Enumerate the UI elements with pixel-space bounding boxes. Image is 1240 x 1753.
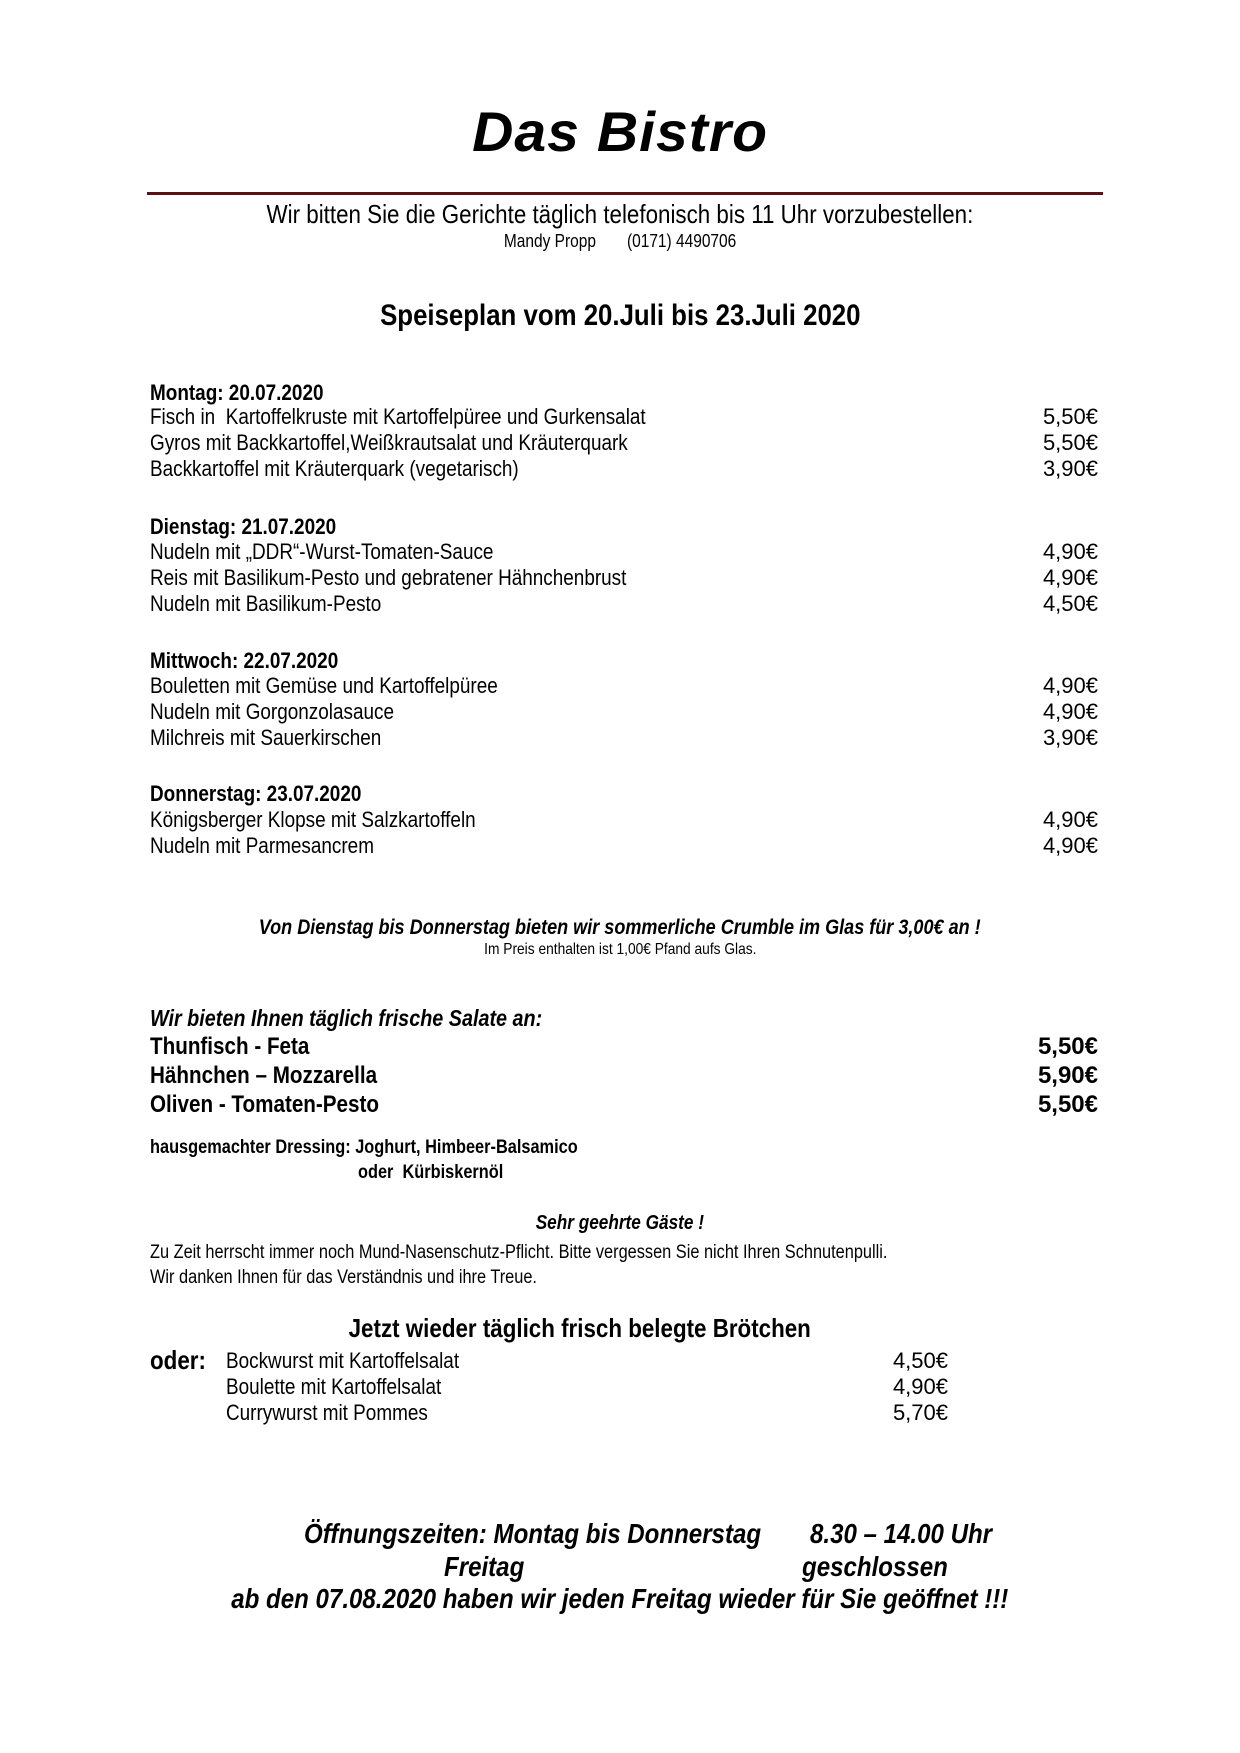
hours-weekdays-time: 8.30 – 14.00 Uhr bbox=[810, 1518, 993, 1549]
contact-phone: (0171) 4490706 bbox=[626, 231, 737, 251]
price: 4,90€ bbox=[1042, 539, 1098, 564]
menu-item: Fisch in Kartoffelkruste mit Kartoffelpüree und Gurkensalat 5,50€ bbox=[150, 404, 1098, 429]
guests-heading: Sehr geehrte Gäste ! bbox=[535, 1212, 705, 1234]
header-divider bbox=[147, 192, 1103, 195]
contact-name: Mandy Propp bbox=[503, 231, 596, 251]
day-heading-thursday: Donnerstag: 23.07.2020 bbox=[150, 781, 362, 806]
menu-item: Königsberger Klopse mit Salzkartoffeln 4,90€ bbox=[150, 807, 1098, 832]
roll-item: Bockwurst mit Kartoffelsalat 4,50€ bbox=[226, 1348, 948, 1373]
price: 4,90€ bbox=[1042, 699, 1098, 724]
menu-item: Bouletten mit Gemüse und Kartoffelpüree 4,90€ bbox=[150, 673, 1098, 698]
price: 5,90€ bbox=[1037, 1062, 1098, 1089]
salad-item: Thunfisch - Feta 5,50€ bbox=[150, 1033, 1098, 1060]
guests-thanks: Wir danken Ihnen für das Verständnis und ihre Treue. bbox=[150, 1267, 537, 1288]
rolls-prefix: oder: bbox=[150, 1345, 206, 1375]
menu-item: Nudeln mit „DDR“-Wurst-Tomaten-Sauce 4,90€ bbox=[150, 539, 1098, 564]
rolls-heading: Jetzt wieder täglich frisch belegte Brötchen bbox=[348, 1313, 812, 1343]
roll-item: Boulette mit Kartoffelsalat 4,90€ bbox=[226, 1374, 948, 1399]
guests-mask-notice: Zu Zeit herrscht immer noch Mund-Nasenschutz-Pflicht. Bitte vergessen Sie nicht Ihren Schnutenpulli. bbox=[150, 1242, 888, 1263]
price: 4,90€ bbox=[1042, 807, 1098, 832]
day-heading-wednesday: Mittwoch: 22.07.2020 bbox=[150, 648, 339, 673]
contact-line bbox=[0, 232, 1240, 250]
price: 4,50€ bbox=[892, 1348, 948, 1373]
menu-plan-title: Speiseplan vom 20.Juli bis 23.Juli 2020 bbox=[379, 299, 861, 332]
price: 4,90€ bbox=[1042, 833, 1098, 858]
deposit-note: Im Preis enthalten ist 1,00€ Pfand aufs Glas. bbox=[483, 941, 757, 958]
menu-item: Milchreis mit Sauerkirschen 3,90€ bbox=[150, 725, 1098, 750]
menu-item: Nudeln mit Parmesancrem 4,90€ bbox=[150, 833, 1098, 858]
restaurant-title: Das Bistro bbox=[472, 100, 768, 163]
menu-item: Gyros mit Backkartoffel,Weißkrautsalat und Kräuterquark 5,50€ bbox=[150, 430, 1098, 455]
crumble-offer: Von Dienstag bis Donnerstag bieten wir sommerliche Crumble im Glas für 3,00€ an ! bbox=[259, 916, 981, 939]
price: 5,50€ bbox=[1042, 430, 1098, 455]
day-heading-tuesday: Dienstag: 21.07.2020 bbox=[150, 514, 337, 539]
hours-friday-label: Freitag bbox=[444, 1551, 525, 1582]
hours-friday-reopening-note: ab den 07.08.2020 haben wir jeden Freitag wieder für Sie geöffnet !!! bbox=[231, 1583, 1009, 1614]
price: 3,90€ bbox=[1042, 456, 1098, 481]
price: 4,90€ bbox=[892, 1374, 948, 1399]
price: 4,90€ bbox=[1042, 673, 1098, 698]
price: 5,70€ bbox=[892, 1400, 948, 1425]
day-heading-monday: Montag: 20.07.2020 bbox=[150, 380, 324, 405]
price: 5,50€ bbox=[1037, 1091, 1098, 1118]
price: 4,50€ bbox=[1042, 591, 1098, 616]
salads-heading: Wir bieten Ihnen täglich frische Salate an: bbox=[150, 1005, 543, 1031]
menu-item: Nudeln mit Gorgonzolasauce 4,90€ bbox=[150, 699, 1098, 724]
hours-weekdays-label: Öffnungszeiten: Montag bis Donnerstag bbox=[304, 1518, 762, 1549]
menu-item: Reis mit Basilikum-Pesto und gebratener Hähnchenbrust 4,90€ bbox=[150, 565, 1098, 590]
salad-item: Oliven - Tomaten-Pesto 5,50€ bbox=[150, 1091, 1098, 1118]
roll-item: Currywurst mit Pommes 5,70€ bbox=[226, 1400, 948, 1425]
menu-item: Backkartoffel mit Kräuterquark (vegetarisch) 3,90€ bbox=[150, 456, 1098, 481]
price: 5,50€ bbox=[1037, 1033, 1098, 1060]
hours-friday-status: geschlossen bbox=[802, 1551, 948, 1582]
salad-item: Hähnchen – Mozzarella 5,90€ bbox=[150, 1062, 1098, 1089]
price: 4,90€ bbox=[1042, 565, 1098, 590]
dressing-note-alt: oder Kürbiskernöl bbox=[358, 1162, 504, 1183]
dressing-note: hausgemachter Dressing: Joghurt, Himbeer-Balsamico bbox=[150, 1137, 578, 1158]
price: 5,50€ bbox=[1042, 404, 1098, 429]
price: 3,90€ bbox=[1042, 725, 1098, 750]
menu-item: Nudeln mit Basilikum-Pesto 4,50€ bbox=[150, 591, 1098, 616]
preorder-notice: Wir bitten Sie die Gerichte täglich telefonisch bis 11 Uhr vorzubestellen: bbox=[266, 199, 974, 229]
